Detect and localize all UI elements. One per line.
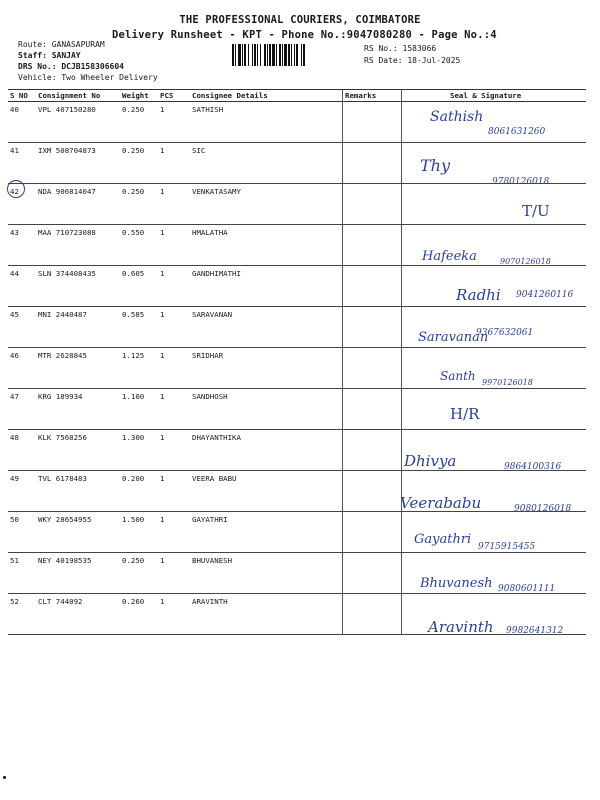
barcode: [232, 44, 348, 66]
cell-consignment: NDA 906814047: [36, 184, 120, 225]
cell-consignment: MNI 2440487: [36, 307, 120, 348]
table-row: [8, 307, 586, 348]
cell-consignment: SLN 374408435: [36, 266, 120, 307]
cell-sno: 49: [8, 471, 36, 512]
handwritten-circle-mark: [7, 180, 25, 198]
cell-remarks: [343, 430, 402, 471]
cell-weight: 1.100: [120, 389, 158, 430]
cell-remarks: [343, 266, 402, 307]
cell-sno: 48: [8, 430, 36, 471]
phone-41: 9780126018: [492, 177, 550, 187]
col-weight: Weight: [120, 90, 158, 102]
cell-sno: 41: [8, 143, 36, 184]
cell-sno: 43: [8, 225, 36, 266]
table-row: [8, 430, 586, 471]
cell-pcs: 1: [158, 307, 190, 348]
table-row: [8, 184, 586, 225]
cell-remarks: [343, 389, 402, 430]
cell-consignee: SANDHOSH: [190, 389, 343, 430]
phone-44: 9070126018: [500, 257, 551, 266]
cell-pcs: 1: [158, 102, 190, 143]
cell-pcs: 1: [158, 594, 190, 635]
cell-pcs: 1: [158, 553, 190, 594]
cell-sno: 50: [8, 512, 36, 553]
cell-pcs: 1: [158, 143, 190, 184]
drs-number: DRS No.: DCJB158306604: [18, 62, 124, 71]
cell-remarks: [343, 184, 402, 225]
cell-weight: 1.300: [120, 430, 158, 471]
cell-consignee: GANDHIMATHI: [190, 266, 343, 307]
cell-sno: 51: [8, 553, 36, 594]
cell-consignee: SIC: [190, 143, 343, 184]
rs-date: RS Date: 18-Jul-2025: [364, 56, 461, 65]
cell-weight: 0.605: [120, 266, 158, 307]
cell-pcs: 1: [158, 184, 190, 225]
table-header-row: [8, 90, 586, 102]
phone-52: 9982641312: [506, 626, 564, 636]
cell-consignee: BHUVANESH: [190, 553, 343, 594]
cell-consignment: KLK 7568256: [36, 430, 120, 471]
signature-49: Veerababu: [400, 494, 482, 512]
cell-remarks: [343, 594, 402, 635]
route-label: Route: GANASAPURAM: [18, 40, 105, 49]
rs-number: RS No.: 1583066: [364, 44, 437, 53]
cell-weight: 1.125: [120, 348, 158, 389]
cell-consignee: DHAYANTHIKA: [190, 430, 343, 471]
cell-consignee: ARAVINTH: [190, 594, 343, 635]
cell-consignment: VPL 407150280: [36, 102, 120, 143]
cell-signature: [402, 389, 587, 430]
cell-remarks: [343, 553, 402, 594]
barcode-bar: [305, 44, 306, 66]
phone-51: 9080601111: [498, 584, 556, 594]
runsheet-table: [8, 89, 586, 635]
cell-remarks: [343, 225, 402, 266]
cell-weight: 0.250: [120, 143, 158, 184]
cell-consignment: TVL 6178483: [36, 471, 120, 512]
note-42: T/U: [522, 202, 550, 220]
cell-pcs: 1: [158, 512, 190, 553]
cell-remarks: [343, 307, 402, 348]
cell-sno: 52: [8, 594, 36, 635]
signature-40: Sathish: [430, 109, 484, 125]
signature-52: Aravinth: [428, 618, 494, 636]
cell-consignment: MTR 2628845: [36, 348, 120, 389]
cell-sno: 44: [8, 266, 36, 307]
signature-50: Gayathri: [414, 532, 472, 547]
phone-46: 9367632061: [476, 328, 534, 338]
cell-signature: [402, 184, 587, 225]
signature-44: Hafeeka: [422, 249, 477, 264]
col-consignment: Consignment No: [36, 90, 120, 102]
cell-consignee: SRIDHAR: [190, 348, 343, 389]
col-consignee: Consignee Details: [190, 90, 343, 102]
cell-remarks: [343, 102, 402, 143]
cell-pcs: 1: [158, 225, 190, 266]
cell-weight: 0.585: [120, 307, 158, 348]
cell-consignment: NEY 40198535: [36, 553, 120, 594]
table-row: [8, 594, 586, 635]
signature-47: Santh: [440, 369, 476, 383]
phone-48: 9864100316: [504, 462, 562, 472]
cell-weight: 0.200: [120, 471, 158, 512]
col-signature: Seal & Signature: [402, 90, 587, 102]
runsheet-title: Delivery Runsheet - KPT - Phone No.:9047080280 - Page No.:4: [112, 29, 497, 41]
cell-weight: 1.500: [120, 512, 158, 553]
cell-sno: 47: [8, 389, 36, 430]
cell-sno: 40: [8, 102, 36, 143]
scan-dot: [3, 776, 6, 779]
note-47: H/R: [450, 405, 480, 423]
signature-48: Dhivya: [404, 452, 457, 470]
cell-weight: 0.250: [120, 553, 158, 594]
cell-consignment: MAA 710723088: [36, 225, 120, 266]
cell-pcs: 1: [158, 348, 190, 389]
phone-40: 8061631260: [488, 127, 546, 137]
cell-remarks: [343, 512, 402, 553]
cell-sno: 46: [8, 348, 36, 389]
cell-sno: 42: [8, 184, 36, 225]
cell-pcs: 1: [158, 266, 190, 307]
cell-consignment: KRG 189934: [36, 389, 120, 430]
col-pcs: PCS: [158, 90, 190, 102]
table-row: [8, 471, 586, 512]
cell-consignee: SARAVANAN: [190, 307, 343, 348]
cell-sno: 45: [8, 307, 36, 348]
cell-pcs: 1: [158, 430, 190, 471]
cell-pcs: 1: [158, 389, 190, 430]
cell-remarks: [343, 143, 402, 184]
cell-consignee: VENKATASAMY: [190, 184, 343, 225]
cell-pcs: 1: [158, 471, 190, 512]
cell-remarks: [343, 471, 402, 512]
cell-consignee: HMALATHA: [190, 225, 343, 266]
cell-consignee: GAYATHRI: [190, 512, 343, 553]
cell-consignee: SATHISH: [190, 102, 343, 143]
vehicle-label: Vehicle: Two Wheeler Delivery: [18, 73, 158, 82]
signature-41: Thy: [420, 156, 451, 175]
cell-consignee: VEERA BABU: [190, 471, 343, 512]
cell-weight: 0.550: [120, 225, 158, 266]
cell-remarks: [343, 348, 402, 389]
col-remarks: Remarks: [343, 90, 402, 102]
cell-weight: 0.250: [120, 102, 158, 143]
phone-50: 9715915455: [478, 542, 536, 552]
cell-consignment: WKY 28654955: [36, 512, 120, 553]
signature-45: Radhi: [456, 286, 501, 304]
cell-consignment: IXM 508704873: [36, 143, 120, 184]
company-title: THE PROFESSIONAL COURIERS, COIMBATORE: [179, 14, 421, 26]
phone-45: 9041260116: [516, 290, 574, 300]
col-sno: S NO: [8, 90, 36, 102]
cell-weight: 0.250: [120, 184, 158, 225]
table-row: [8, 389, 586, 430]
cell-weight: 0.260: [120, 594, 158, 635]
staff-label: Staff: SANJAY: [18, 51, 81, 60]
signature-51: Bhuvanesh: [420, 576, 493, 591]
phone-49: 9080126018: [514, 504, 572, 514]
signature-46: Saravanan: [418, 330, 489, 345]
cell-consignment: CLT 744092: [36, 594, 120, 635]
phone-47: 9970126018: [482, 378, 533, 387]
